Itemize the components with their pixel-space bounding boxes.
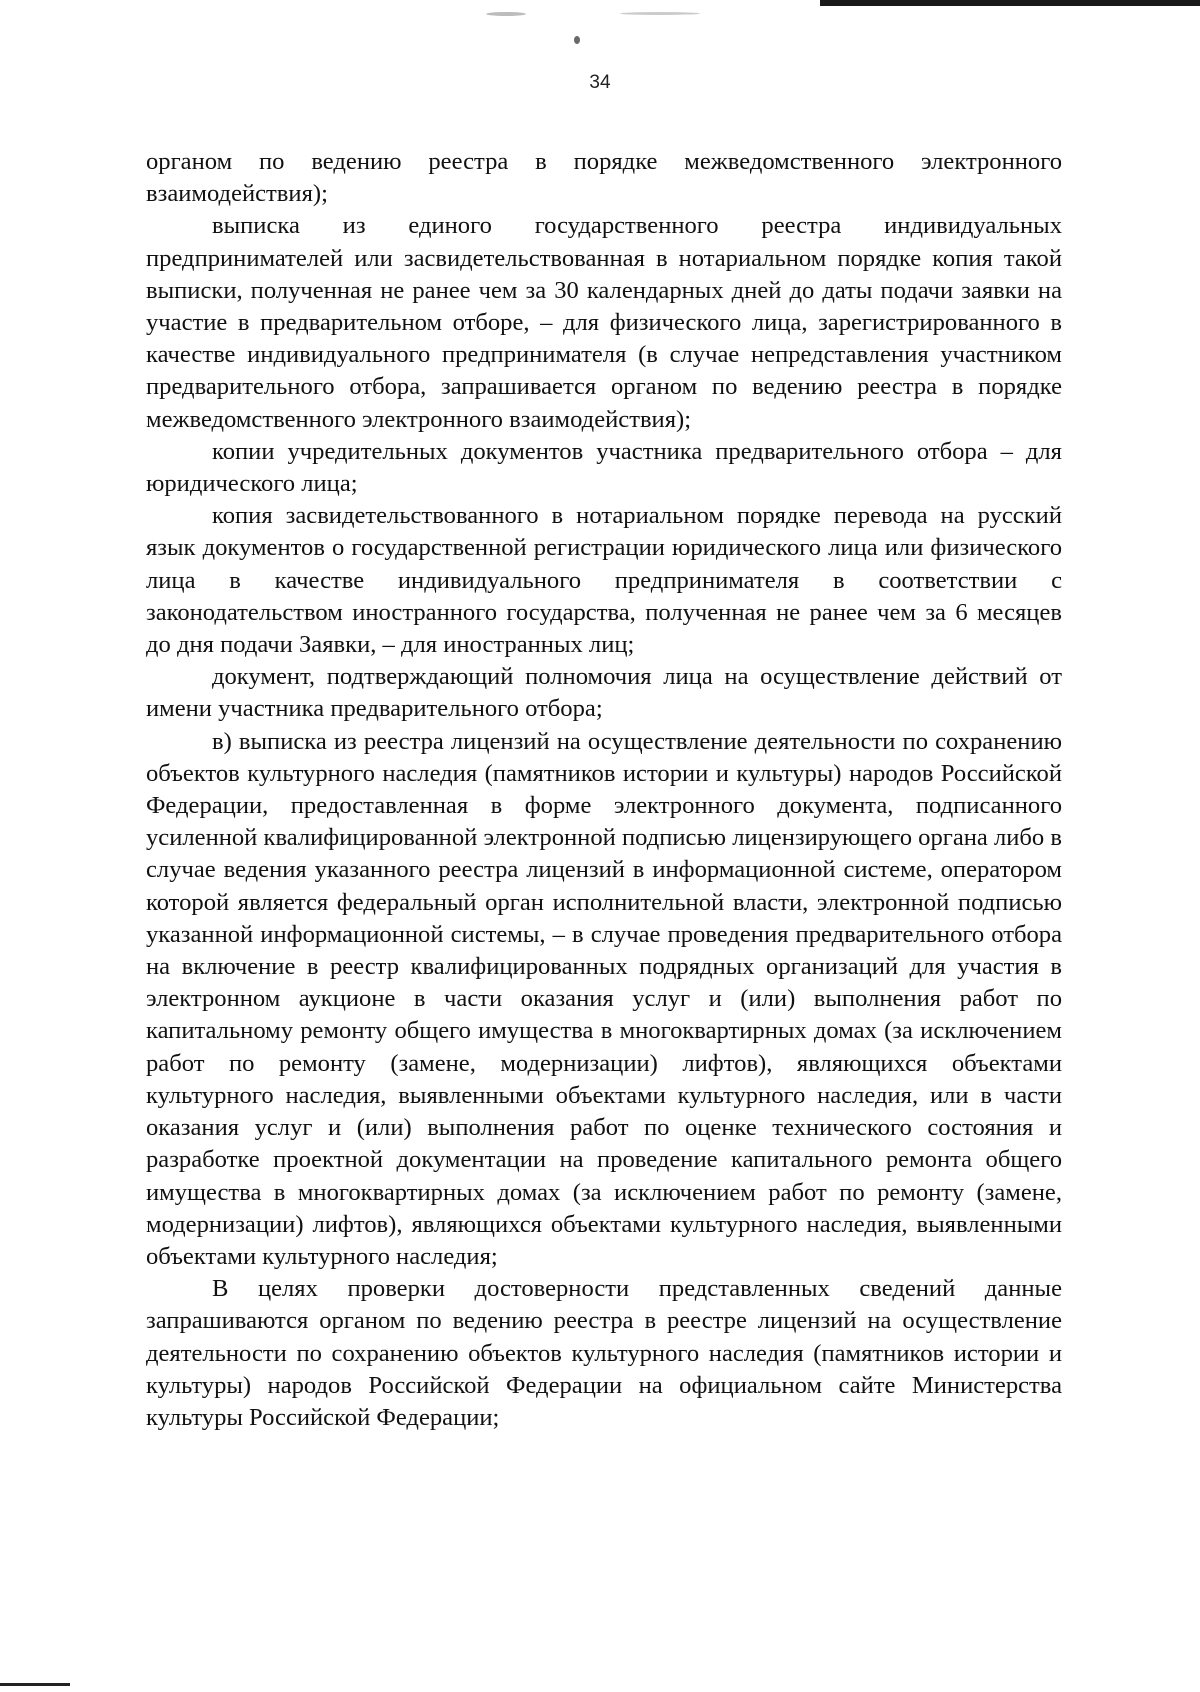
paragraph: В целях проверки достоверности представленных сведений данные запрашиваются органом по ведению реестра в реестре лицензий на осуществление деятельности по сохранению объектов культурного наследия (памятников истории и культуры) народов Российской Федерации на официальном сайте Министерства культуры Российской Федерации; <box>146 1275 1062 1431</box>
document-body <box>146 146 1062 1434</box>
scan-edge-line <box>820 0 1200 6</box>
paragraph: документ, подтверждающий полномочия лица на осуществление действий от имени участника предварительного отбора; <box>146 663 1062 723</box>
paragraph: копия засвидетельствованного в нотариальном порядке перевода на русский язык документов о государственной регистрации юридического лица или физического лица в качестве индивидуального предпринимателя в соответствии с законодательством иностранного государства, полученная не ранее чем за 6 месяцев до дня подачи Заявки, – для иностранных лиц; <box>146 502 1062 659</box>
paragraph: в) выписка из реестра лицензий на осуществление деятельности по сохранению объектов культурного наследия (памятников истории и культуры) народов Российской Федерации, предоставленная в форме электронного документа, подписанного усиленной квалифицированной электронной подписью лицензирующего органа либо в случае ведения указанного реестра лицензий в информационной системе, оператором которой является федеральный орган исполнительной власти, электронной подписью указанной информационной системы, – в случае проведения предварительного отбора на включение в реестр квалифицированных подрядных организаций для участия в электронном аукционе в части оказания услуг и (или) выполнения работ по капитальному ремонту общего имущества в многоквартирных домах (за исключением работ по ремонту (замене, модернизации) лифтов), являющихся объектами культурного наследия, выявленными объектами культурного наследия, или в части оказания услуг и (или) выполнения работ по оценке технического состояния и разработке проектной документации на проведение капитального ремонта общего имущества в многоквартирных домах (за исключением работ по ремонту (замене, модернизации) лифтов), являющихся объектами культурного наследия, выявленными объектами культурного наследия; <box>146 727 1062 1270</box>
scan-edge-line <box>0 1683 70 1686</box>
scan-speck <box>486 12 526 16</box>
scan-speck <box>574 36 580 44</box>
page-number: 34 <box>589 72 611 93</box>
scan-speck <box>620 12 700 15</box>
paragraph: органом по ведению реестра в порядке межведомственного электронного взаимодействия); <box>146 148 1062 208</box>
paragraph: копии учредительных документов участника предварительного отбора – для юридического лица; <box>146 437 1062 498</box>
paragraph: выписка из единого государственного реестра индивидуальных предпринимателей или засвидетельствованная в нотариальном порядке копия такой выписки, полученная не ранее чем за 30 календарных дней до даты подачи заявки на участие в предварительном отборе, – для физического лица, зарегистрированного в качестве индивидуального предпринимателя (в случае непредставления участником предварительного отбора, запрашивается органом по ведению реестра в порядке межведомственного электронного взаимодействия); <box>146 212 1062 433</box>
